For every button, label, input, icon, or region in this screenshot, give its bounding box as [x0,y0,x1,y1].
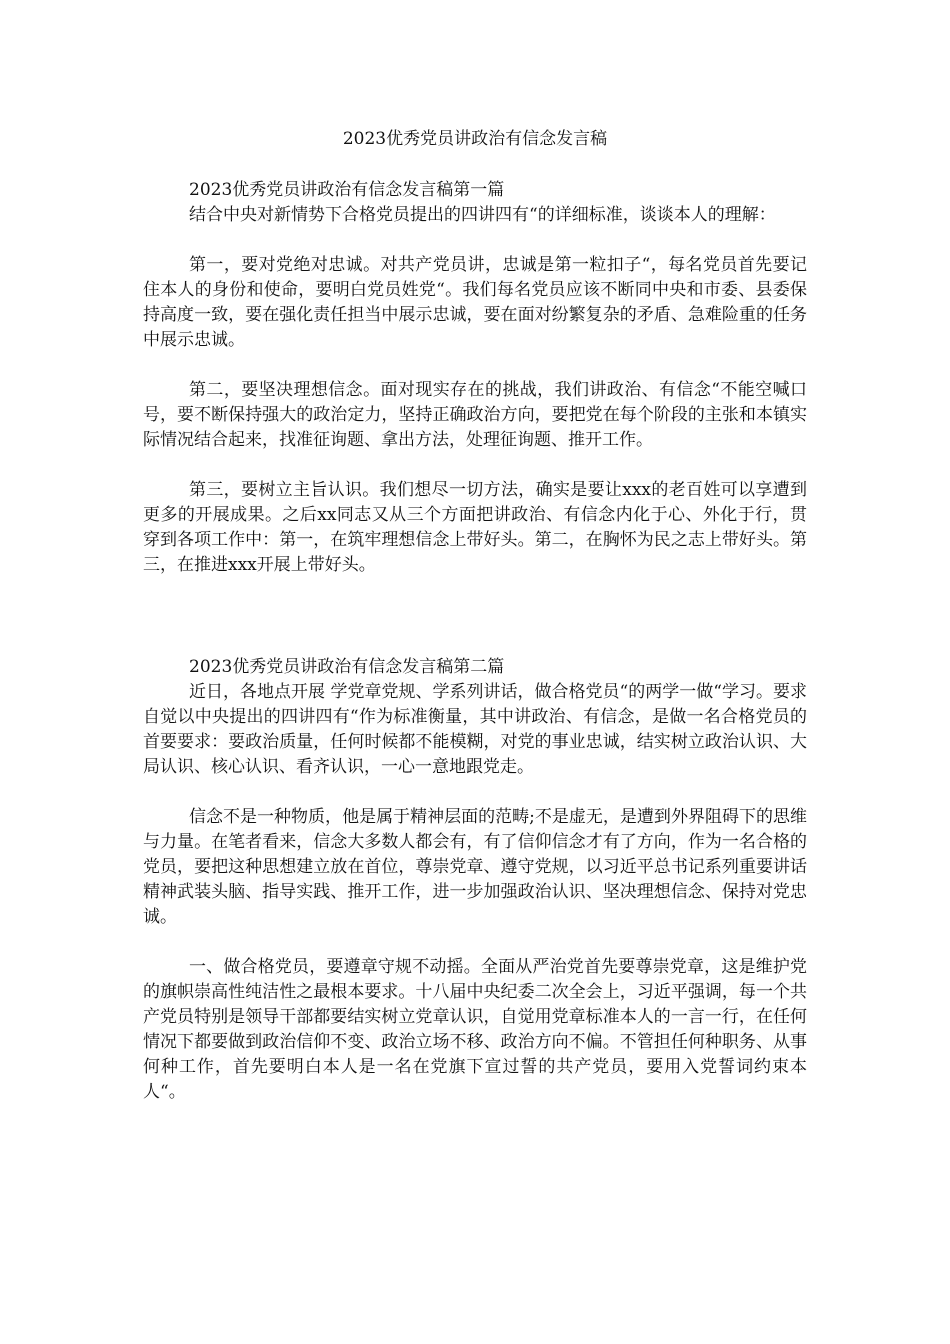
section-heading: 2023优秀党员讲政治有信念发言稿第一篇 [189,180,505,200]
paragraph: 结合中央对新情势下合格党员提出的四讲四有“的详细标准，谈谈本人的理解： [189,205,776,225]
section-two [143,655,807,1105]
paragraph: 第三，要树立主旨认识。我们想尽一切方法，确实是要让xxx的老百姓可以享遭到更多的开展成果。之后xx同志又从三个方面把讲政治、有信念内化于心、外化于行，贯穿到各项工作中：第一，在筑牢理想信念上带好头。第二，在胸怀为民之志上带好头。第三，在推进xxx开展上带好头。 [143,480,807,575]
section-one [143,178,807,578]
paragraph: 近日，各地点开展 学党章党规、学系列讲话，做合格党员“的两学一做“学习。要求自觉以中央提出的四讲四有“作为标准衡量，其中讲政治、有信念，是做一名合格党员的首要要求：要政治质量，任何时候都不能模糊，对党的事业忠诚，结实树立政治认识、大局认识、核心认识、看齐认识，一心一意地跟党走。 [143,682,807,777]
paragraph: 第二，要坚决理想信念。面对现实存在的挑战，我们讲政治、有信念“不能空喊口号，要不断保持强大的政治定力，坚持正确政治方向，要把党在每个阶段的主张和本镇实际情况结合起来，找准征询题、拿出方法，处理征询题、推开工作。 [143,380,807,450]
section-heading: 2023优秀党员讲政治有信念发言稿第二篇 [189,657,505,677]
document-page [143,128,807,1130]
paragraph: 信念不是一种物质，他是属于精神层面的范畴;不是虚无，是遭到外界阻碍下的思维与力量。在笔者看来，信念大多数人都会有，有了信仰信念才有了方向，作为一名合格的党员，要把这种思想建立放在首位，尊崇党章、遵守党规，以习近平总书记系列重要讲话精神武装头脑、指导实践、推开工作，进一步加强政治认识、坚决理想信念、保持对党忠诚。 [143,807,807,927]
paragraph: 一、做合格党员，要遵章守规不动摇。全面从严治党首先要尊崇党章，这是维护党的旗帜崇高性纯洁性之最根本要求。十八届中央纪委二次全会上，习近平强调，每一个共产党员特别是领导干部都要结实树立党章认识，自觉用党章标准本人的一言一行，在任何情况下都要做到政治信仰不变、政治立场不移、政治方向不偏。不管担任何种职务、从事何种工作，首先要明白本人是一名在党旗下宣过誓的共产党员，要用入党誓词约束本人“。 [143,957,807,1102]
section-gap [143,603,807,655]
document-title: 2023优秀党员讲政治有信念发言稿 [342,129,608,149]
paragraph: 第一，要对党绝对忠诚。对共产党员讲，忠诚是第一粒扣子“，每名党员首先要记住本人的身份和使命，要明白党员姓党“。我们每名党员应该不断同中央和市委、县委保持高度一致，要在强化责任担当中展示忠诚，要在面对纷繁复杂的矛盾、急难险重的任务中展示忠诚。 [143,255,807,350]
